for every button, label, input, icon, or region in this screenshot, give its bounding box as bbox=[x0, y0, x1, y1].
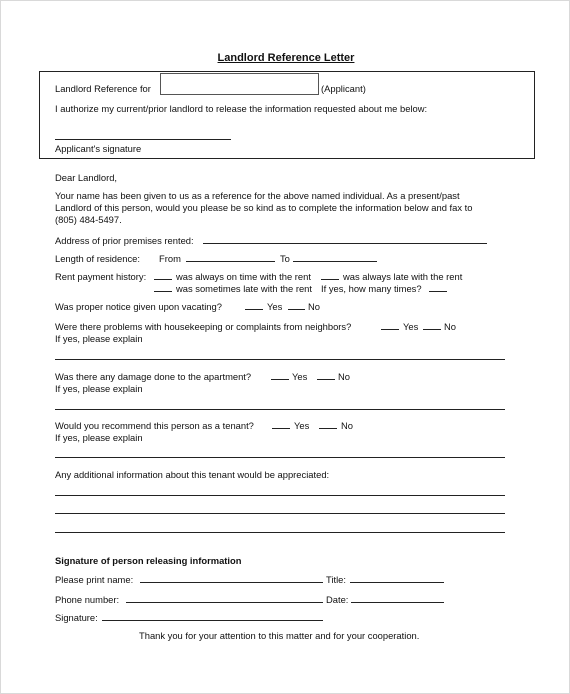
recommend-explain-label: If yes, please explain bbox=[55, 432, 143, 443]
recommend-question: Would you recommend this person as a tenant? bbox=[55, 420, 254, 431]
from-label: From bbox=[159, 253, 181, 264]
damage-yes-blank[interactable] bbox=[271, 379, 289, 380]
intro-line: (805) 484-5497. bbox=[55, 214, 122, 225]
additional-info-line[interactable] bbox=[55, 495, 505, 496]
problems-no-blank[interactable] bbox=[423, 329, 441, 330]
signature-label: Signature: bbox=[55, 612, 98, 623]
length-label: Length of residence: bbox=[55, 253, 140, 264]
problems-yes-label: Yes bbox=[403, 321, 419, 332]
phone-line[interactable] bbox=[126, 602, 323, 603]
rent-opt-blank[interactable] bbox=[321, 279, 339, 280]
times-line[interactable] bbox=[429, 291, 447, 292]
title-label: Title: bbox=[326, 574, 346, 585]
rent-option: was sometimes late with the rent bbox=[176, 283, 312, 294]
rent-option: was always on time with the rent bbox=[176, 271, 311, 282]
date-label: Date: bbox=[326, 594, 349, 605]
problems-question: Were there problems with housekeeping or complaints from neighbors? bbox=[55, 321, 352, 332]
applicant-name-field[interactable] bbox=[160, 73, 319, 95]
additional-info-line[interactable] bbox=[55, 513, 505, 514]
notice-no-blank[interactable] bbox=[288, 309, 305, 310]
problems-yes-blank[interactable] bbox=[381, 329, 399, 330]
to-line[interactable] bbox=[293, 261, 377, 262]
additional-info-line[interactable] bbox=[55, 532, 505, 533]
from-line[interactable] bbox=[186, 261, 275, 262]
salutation: Dear Landlord, bbox=[55, 172, 118, 183]
notice-yes-blank[interactable] bbox=[245, 309, 263, 310]
date-line[interactable] bbox=[351, 602, 444, 603]
signature-section-heading: Signature of person releasing information bbox=[55, 555, 242, 566]
signature-line[interactable] bbox=[102, 620, 323, 621]
problems-explain-line[interactable] bbox=[55, 359, 505, 360]
reference-for-label: Landlord Reference for bbox=[55, 83, 151, 94]
print-name-line[interactable] bbox=[140, 582, 323, 583]
closing-text: Thank you for your attention to this matter and for your cooperation. bbox=[139, 630, 420, 641]
applicant-suffix: (Applicant) bbox=[321, 83, 366, 94]
authorization-text: I authorize my current/prior landlord to release the information requested about me below: bbox=[55, 103, 428, 114]
damage-explain-line[interactable] bbox=[55, 409, 505, 410]
damage-question: Was there any damage done to the apartment? bbox=[55, 371, 252, 382]
rent-option: was always late with the rent bbox=[343, 271, 463, 282]
address-label: Address of prior premises rented: bbox=[55, 235, 194, 246]
damage-no-blank[interactable] bbox=[317, 379, 335, 380]
notice-no-label: No bbox=[308, 301, 320, 312]
damage-yes-label: Yes bbox=[292, 371, 308, 382]
rent-opt-blank[interactable] bbox=[154, 291, 172, 292]
recommend-yes-blank[interactable] bbox=[272, 428, 290, 429]
rent-label: Rent payment history: bbox=[55, 271, 147, 282]
applicant-signature-line[interactable] bbox=[55, 139, 231, 140]
recommend-explain-line[interactable] bbox=[55, 457, 505, 458]
intro-line: Landlord of this person, would you please be so kind as to complete the information below and fax to bbox=[55, 202, 473, 213]
address-line[interactable] bbox=[203, 243, 487, 244]
applicant-signature-label: Applicant's signature bbox=[55, 143, 142, 154]
rent-option: If yes, how many times? bbox=[321, 283, 422, 294]
intro-line: Your name has been given to us as a reference for the above named individual. As a present/past bbox=[55, 190, 460, 201]
problems-no-label: No bbox=[444, 321, 456, 332]
problems-explain-label: If yes, please explain bbox=[55, 333, 143, 344]
additional-info-label: Any additional information about this tenant would be appreciated: bbox=[55, 469, 330, 480]
damage-explain-label: If yes, please explain bbox=[55, 383, 143, 394]
rent-opt-blank[interactable] bbox=[154, 279, 172, 280]
to-label: To bbox=[280, 253, 290, 264]
page-title: Landlord Reference Letter bbox=[217, 52, 355, 64]
notice-yes-label: Yes bbox=[267, 301, 283, 312]
notice-question: Was proper notice given upon vacating? bbox=[55, 301, 222, 312]
recommend-no-blank[interactable] bbox=[319, 428, 337, 429]
title-line[interactable] bbox=[350, 582, 444, 583]
recommend-yes-label: Yes bbox=[294, 420, 310, 431]
phone-label: Phone number: bbox=[55, 594, 120, 605]
recommend-no-label: No bbox=[341, 420, 353, 431]
damage-no-label: No bbox=[338, 371, 350, 382]
print-name-label: Please print name: bbox=[55, 574, 134, 585]
